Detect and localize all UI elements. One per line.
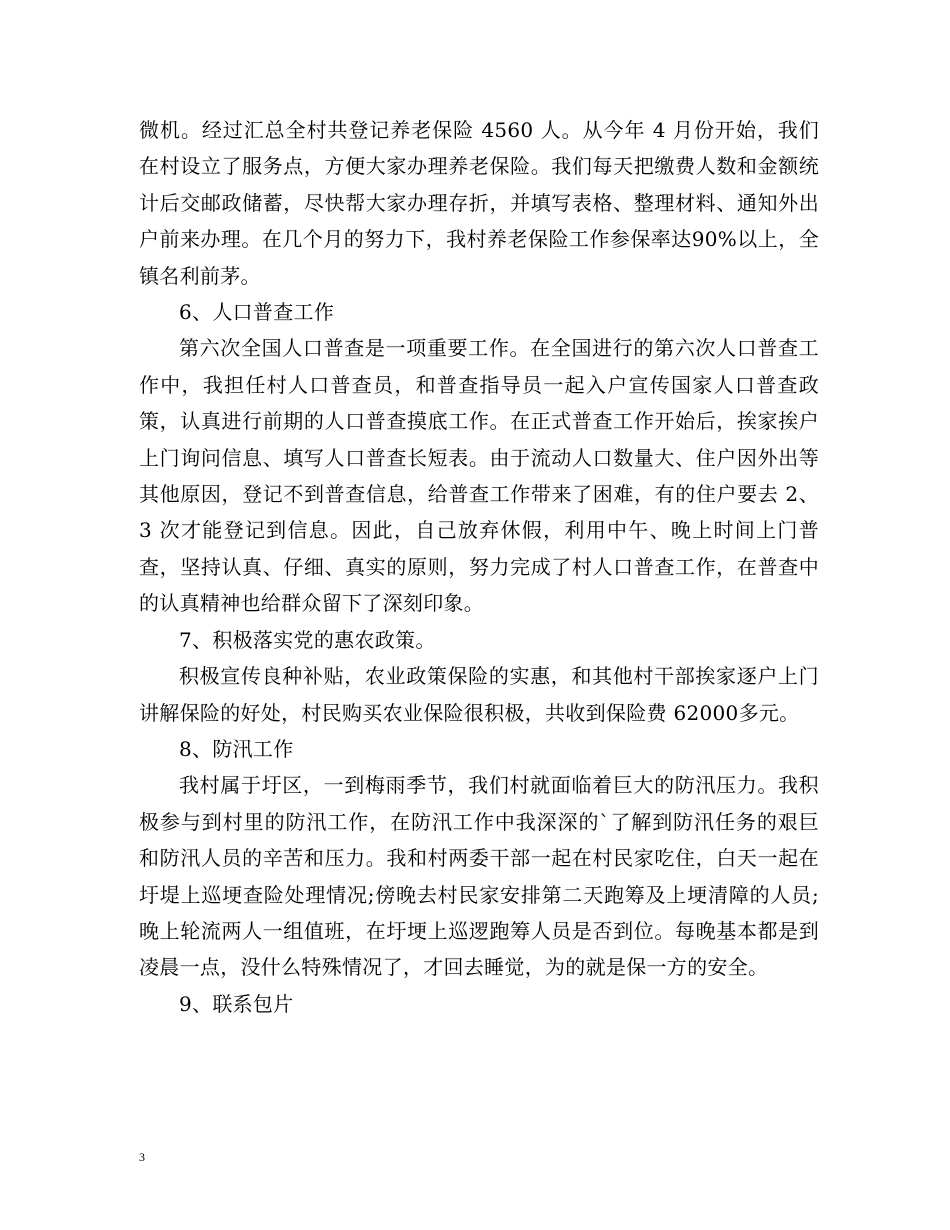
- heading-census-work: 6、人口普查工作: [179, 300, 335, 325]
- paragraph-pension-insurance-continued: 微机。经过汇总全村共登记养老保险 4560 人。从今年 4 月份开始，我们在村设立了服务点，方便大家办理养老保险。我们每天把缴费人数和金额统计后交邮政储蓄，尽快帮大家办理存折，并填写表格、整理材料、通知外出户前来办理。在几个月的努力下，我村养老保险工作参保率达90%以上，全镇名利前茅。: [139, 118, 819, 288]
- paragraph-agricultural-policy: 积极宣传良种补贴，农业政策保险的实惠，和其他村干部挨家逐户上门讲解保险的好处，村民购买农业保险很积极，共收到保险费 62000多元。: [139, 664, 819, 725]
- page-body: [139, 112, 819, 1022]
- heading-flood-control: 8、防汛工作: [179, 736, 294, 761]
- paragraph-flood-control: 我村属于圩区，一到梅雨季节，我们村就面临着巨大的防汛压力。我积极参与到村里的防汛工作，在防汛工作中我深深的`了解到防汛任务的艰巨和防汛人员的辛苦和压力。我和村两委干部一起在村民家吃住，白天一起在圩堤上巡埂查险处理情况;傍晚去村民家安排第二天跑筹及上埂清障的人员;晚上轮流两人一组值班，在圩埂上巡逻跑筹人员是否到位。每晚基本都是到凌晨一点，没什么特殊情况了，才回去睡觉，为的就是保一方的安全。: [139, 773, 819, 980]
- heading-agricultural-policy: 7、积极落实党的惠农政策。: [179, 627, 436, 652]
- heading-contact-area: 9、联系包片: [179, 991, 294, 1016]
- paragraph-census-work: 第六次全国人口普查是一项重要工作。在全国进行的第六次人口普查工作中，我担任村人口普查员，和普查指导员一起入户宣传国家人口普查政策，认真进行前期的人口普查摸底工作。在正式普查工作开始后，挨家挨户上门询问信息、填写人口普查长短表。由于流动人口数量大、住户因外出等其他原因，登记不到普查信息，给普查工作带来了困难，有的住户要去 2、3 次才能登记到信息。因此，自己放弃休假，利用中午、晚上时间上门普查，坚持认真、仔细、真实的原则，努力完成了村人口普查工作，在普查中的认真精神也给群众留下了深刻印象。: [139, 336, 819, 616]
- page-number: 3: [139, 1150, 145, 1164]
